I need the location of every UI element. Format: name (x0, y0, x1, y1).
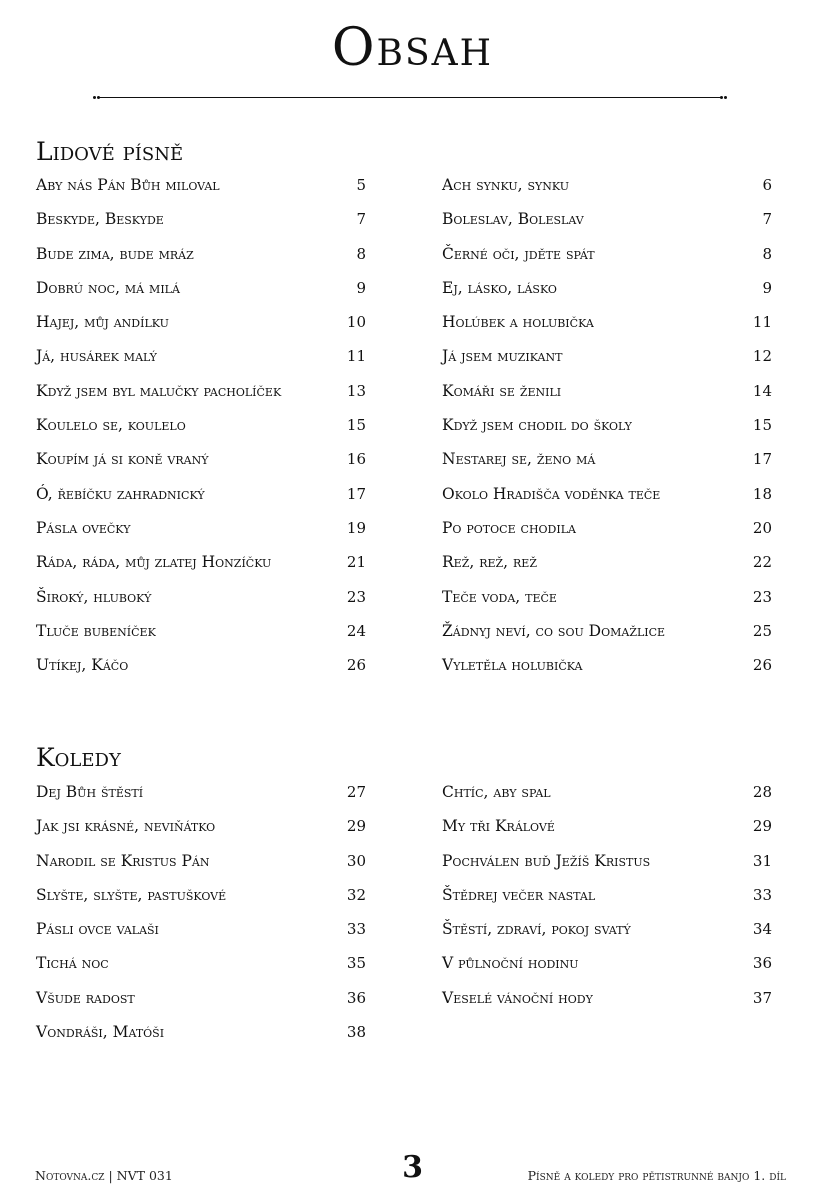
toc-entry-page: 24 (346, 621, 366, 640)
section-lidove-pisne-left-column (36, 176, 366, 690)
toc-entry-page: 36 (752, 954, 772, 973)
toc-entry-page: 12 (752, 347, 772, 366)
toc-entry-page: 33 (752, 885, 772, 904)
toc-entry-title: Jak jsi krásné, neviňátko (36, 817, 216, 836)
toc-entry (36, 245, 366, 279)
toc-entry (442, 347, 772, 381)
toc-entry-title: Aby nás Pán Bůh miloval (36, 176, 220, 194)
toc-entry (442, 920, 772, 954)
toc-entry-page: 6 (762, 176, 772, 194)
toc-entry (36, 1023, 366, 1057)
toc-entry-title: Černé oči, jděte spát (442, 244, 595, 263)
section-koledy-left-column (36, 783, 366, 1057)
toc-entry (36, 416, 366, 450)
toc-entry-title: Rež, rež, rež (442, 553, 537, 572)
toc-entry-title: Slyšte, slyšte, pastuškové (36, 885, 227, 904)
toc-entry-page: 19 (346, 518, 366, 537)
toc-entry (36, 783, 366, 817)
toc-entry (36, 588, 366, 622)
toc-entry-title: Koulelo se, koulelo (36, 416, 186, 435)
toc-entry (442, 622, 772, 656)
toc-entry-title: Široký, hluboký (36, 587, 152, 606)
toc-entry-title: Vondráši, Matóši (36, 1023, 165, 1042)
toc-entry-title: Komáři se ženili (442, 381, 562, 400)
toc-entry (36, 989, 366, 1023)
footer-book-title: Písně a koledy pro pětistrunné banjo 1. díl (527, 1168, 786, 1183)
toc-entry (36, 817, 366, 851)
toc-entry-title: Beskyde, Beskyde (36, 210, 164, 229)
toc-entry-title: V půlnoční hodinu (442, 954, 579, 973)
toc-entry-page: 11 (346, 347, 366, 366)
toc-entry (36, 656, 366, 690)
toc-entry-page: 17 (752, 450, 772, 469)
toc-entry (442, 783, 772, 817)
toc-entry (442, 588, 772, 622)
toc-entry-title: Chtíc, aby spal (442, 783, 551, 801)
toc-entry-title: Štědrej večer nastal (442, 885, 596, 904)
toc-entry-page: 16 (346, 450, 366, 469)
toc-entry-page: 7 (356, 210, 366, 229)
toc-entry-title: Všude radost (36, 988, 135, 1007)
toc-entry-page: 32 (346, 885, 366, 904)
toc-entry-title: Boleslav, Boleslav (442, 210, 584, 229)
toc-entry-title: Ej, lásko, lásko (442, 278, 557, 297)
toc-entry (442, 279, 772, 313)
toc-entry (442, 817, 772, 851)
toc-entry-title: Ráda, ráda, můj zlatej Honzíčku (36, 553, 272, 572)
toc-entry (36, 920, 366, 954)
toc-entry-title: Vyletěla holubička (442, 656, 583, 675)
toc-entry-page: 25 (752, 621, 772, 640)
toc-entry-title: Já jsem muzikant (442, 347, 563, 366)
toc-entry (36, 279, 366, 313)
toc-entry-page: 15 (346, 416, 366, 435)
toc-entry-title: Dobrú noc, má milá (36, 278, 180, 297)
toc-entry (36, 622, 366, 656)
toc-entry-title: Štěstí, zdraví, pokoj svatý (442, 920, 631, 939)
toc-entry (36, 382, 366, 416)
toc-entry (442, 519, 772, 553)
toc-entry-title: Ó, řebíčku zahradnický (36, 484, 205, 503)
toc-entry (442, 416, 772, 450)
toc-entry-page: 26 (752, 656, 772, 675)
toc-entry (442, 852, 772, 886)
toc-entry-title: Hajej, můj andílku (36, 313, 169, 332)
toc-entry-title: Žádnyj neví, co sou Domažlice (442, 621, 666, 640)
section-lidove-pisne-right-column (442, 176, 772, 690)
toc-entry-title: Teče voda, teče (442, 587, 557, 606)
toc-entry-page: 20 (752, 518, 772, 537)
toc-entry (36, 954, 366, 988)
toc-entry-page: 28 (752, 783, 772, 801)
section-title-lidove-pisne: Lidové písně (36, 137, 184, 166)
toc-entry (36, 347, 366, 381)
toc-entry-title: Pásla ovečky (36, 518, 131, 537)
toc-entry-page: 9 (356, 278, 366, 297)
toc-entry (36, 553, 366, 587)
toc-entry-title: Ach synku, synku (442, 176, 570, 194)
toc-entry (442, 886, 772, 920)
footer-publisher: Notovna.cz | NVT 031 (35, 1168, 173, 1183)
toc-entry-page: 26 (346, 656, 366, 675)
toc-entry-title: Pásli ovce valaši (36, 920, 159, 939)
toc-entry (36, 485, 366, 519)
toc-entry-page: 36 (346, 988, 366, 1007)
toc-entry-page: 29 (752, 817, 772, 836)
toc-entry (36, 519, 366, 553)
toc-entry-title: Veselé vánoční hody (442, 988, 593, 1007)
toc-entry-title: Bude zima, bude mráz (36, 244, 194, 263)
toc-entry-page: 34 (752, 920, 772, 939)
toc-entry (442, 382, 772, 416)
toc-entry (36, 313, 366, 347)
toc-entry (36, 852, 366, 886)
toc-entry-page: 30 (346, 851, 366, 870)
toc-entry-page: 23 (346, 587, 366, 606)
toc-entry-page: 22 (752, 553, 772, 572)
toc-entry-title: Když jsem byl malučky pacholíček (36, 381, 282, 400)
title-divider (93, 95, 727, 101)
toc-entry (442, 245, 772, 279)
toc-entry-page: 7 (762, 210, 772, 229)
toc-entry-page: 33 (346, 920, 366, 939)
toc-entry (442, 553, 772, 587)
toc-entry (36, 176, 366, 210)
page-title: Obsah (331, 18, 494, 78)
toc-entry-page: 10 (346, 313, 366, 332)
toc-entry-page: 31 (752, 851, 772, 870)
toc-entry-page: 37 (752, 988, 772, 1007)
toc-entry-page: 17 (346, 484, 366, 503)
toc-entry-page: 18 (752, 484, 772, 503)
toc-entry-page: 29 (346, 817, 366, 836)
toc-entry-title: Tluče bubeníček (36, 621, 156, 640)
toc-entry-page: 13 (346, 381, 366, 400)
toc-entry-page: 5 (356, 176, 366, 194)
toc-entry-page: 14 (752, 381, 772, 400)
section-title-koledy: Koledy (36, 743, 121, 772)
toc-entry (442, 313, 772, 347)
toc-entry-title: Já, husárek malý (36, 347, 157, 366)
toc-entry (442, 989, 772, 1023)
toc-entry-page: 8 (762, 244, 772, 263)
toc-entry (442, 450, 772, 484)
toc-entry-page: 8 (356, 244, 366, 263)
toc-entry (36, 450, 366, 484)
toc-entry-title: My tři Králové (442, 817, 555, 836)
toc-entry (36, 210, 366, 244)
toc-entry-title: Utíkej, Káčo (36, 656, 129, 675)
toc-entry (442, 656, 772, 690)
section-koledy-right-column (442, 783, 772, 1023)
toc-entry (442, 954, 772, 988)
toc-entry-page: 11 (752, 313, 772, 332)
toc-entry-title: Okolo Hradišča voděnka teče (442, 484, 661, 503)
toc-entry-title: Holúbek a holubička (442, 313, 594, 332)
toc-entry-page: 27 (346, 783, 366, 801)
toc-entry (442, 485, 772, 519)
toc-entry-page: 9 (762, 278, 772, 297)
toc-entry-title: Dej Bůh štěstí (36, 783, 144, 801)
toc-entry (36, 886, 366, 920)
toc-entry (442, 210, 772, 244)
toc-entry-title: Koupím já si koně vraný (36, 450, 209, 469)
toc-entry-page: 35 (346, 954, 366, 973)
toc-entry-title: Po potoce chodila (442, 518, 576, 537)
toc-entry-title: Když jsem chodil do školy (442, 416, 632, 435)
toc-entry-page: 23 (752, 587, 772, 606)
toc-entry-title: Pochválen buď Ježíš Kristus (442, 851, 651, 870)
toc-entry-title: Tichá noc (36, 954, 109, 973)
toc-entry (442, 176, 772, 210)
toc-entry-page: 15 (752, 416, 772, 435)
toc-entry-title: Narodil se Kristus Pán (36, 851, 210, 870)
page-number: 3 (402, 1150, 423, 1185)
toc-entry-title: Nestarej se, ženo má (442, 450, 596, 469)
toc-entry-page: 38 (346, 1023, 366, 1042)
toc-entry-page: 21 (346, 553, 366, 572)
